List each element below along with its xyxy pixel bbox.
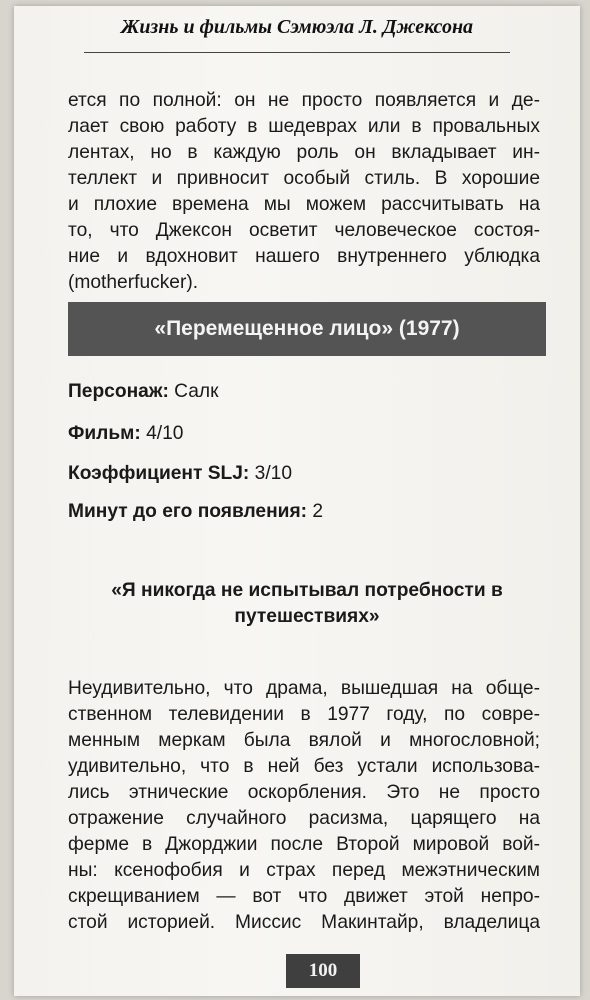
text-line: ферме в Джорджии после Второй мировой вой-: [68, 834, 540, 855]
text-line: ние и вдохновит нашего внутреннего ублюдка: [68, 246, 540, 267]
text-line: отражение случайного расизма, царящего на: [68, 808, 540, 829]
fact-label: Минут до его появления:: [68, 501, 308, 522]
pull-quote: [68, 578, 546, 630]
fact-slj-coefficient: [68, 462, 292, 486]
text-line: менным меркам была вялой и многословной;: [68, 730, 540, 751]
text-line: (motherfucker).: [68, 272, 199, 293]
page-number: 100: [286, 954, 360, 988]
text-line: Неудивительно, что драма, вышедшая на обще-: [68, 678, 540, 699]
fact-minutes-to-appearance: [68, 500, 323, 524]
fact-value: 2: [307, 501, 324, 522]
text-line: и плохие времена мы можем рассчитывать на: [68, 194, 540, 215]
text-line: лает свою работу в шедеврах или в провальных: [68, 116, 540, 137]
fact-value: 3/10: [249, 463, 292, 484]
text-line: скрещиванием — вот что движет этой непро-: [68, 886, 540, 907]
intro-paragraph: [68, 88, 540, 296]
text-line: удивительно, что в ней без устали использова-: [68, 756, 540, 777]
text-line: ется по полной: он не просто появляется и де-: [68, 90, 540, 111]
fact-value: 4/10: [140, 423, 184, 444]
fact-value: Салк: [168, 381, 219, 402]
quote-line: «Я никогда не испытывал потребности в: [111, 580, 503, 601]
text-line: теллект и привносит особый стиль. В хорошие: [68, 168, 540, 189]
header-rule: [84, 52, 510, 53]
fact-character: [68, 380, 219, 404]
text-line: то, что Джексон осветит человеческое состоя-: [68, 220, 540, 241]
text-line: стой историей. Миссис Макинтайр, владелица: [68, 912, 540, 933]
body-paragraph: [68, 676, 540, 936]
text-line: ственном телевидении в 1977 году, по совре-: [68, 704, 540, 725]
fact-film-rating: [68, 422, 183, 446]
text-line: лентах, но в каждую роль он вкладывает ин-: [68, 142, 540, 163]
quote-line: путешествиях»: [234, 606, 380, 627]
running-header: Жизнь и фильмы Сэмюэла Л. Джексона: [120, 16, 474, 38]
fact-label: Коэффициент SLJ:: [68, 463, 250, 484]
book-page: [14, 6, 580, 996]
fact-label: Персонаж:: [68, 381, 169, 402]
text-line: лись этнические оскорбления. Это не просто: [68, 782, 540, 803]
section-title: «Перемещенное лицо» (1977): [154, 317, 460, 340]
section-title-banner: [68, 302, 546, 356]
fact-label: Фильм:: [68, 423, 141, 444]
text-line: ны: ксенофобия и страх перед межэтническим: [68, 860, 540, 881]
